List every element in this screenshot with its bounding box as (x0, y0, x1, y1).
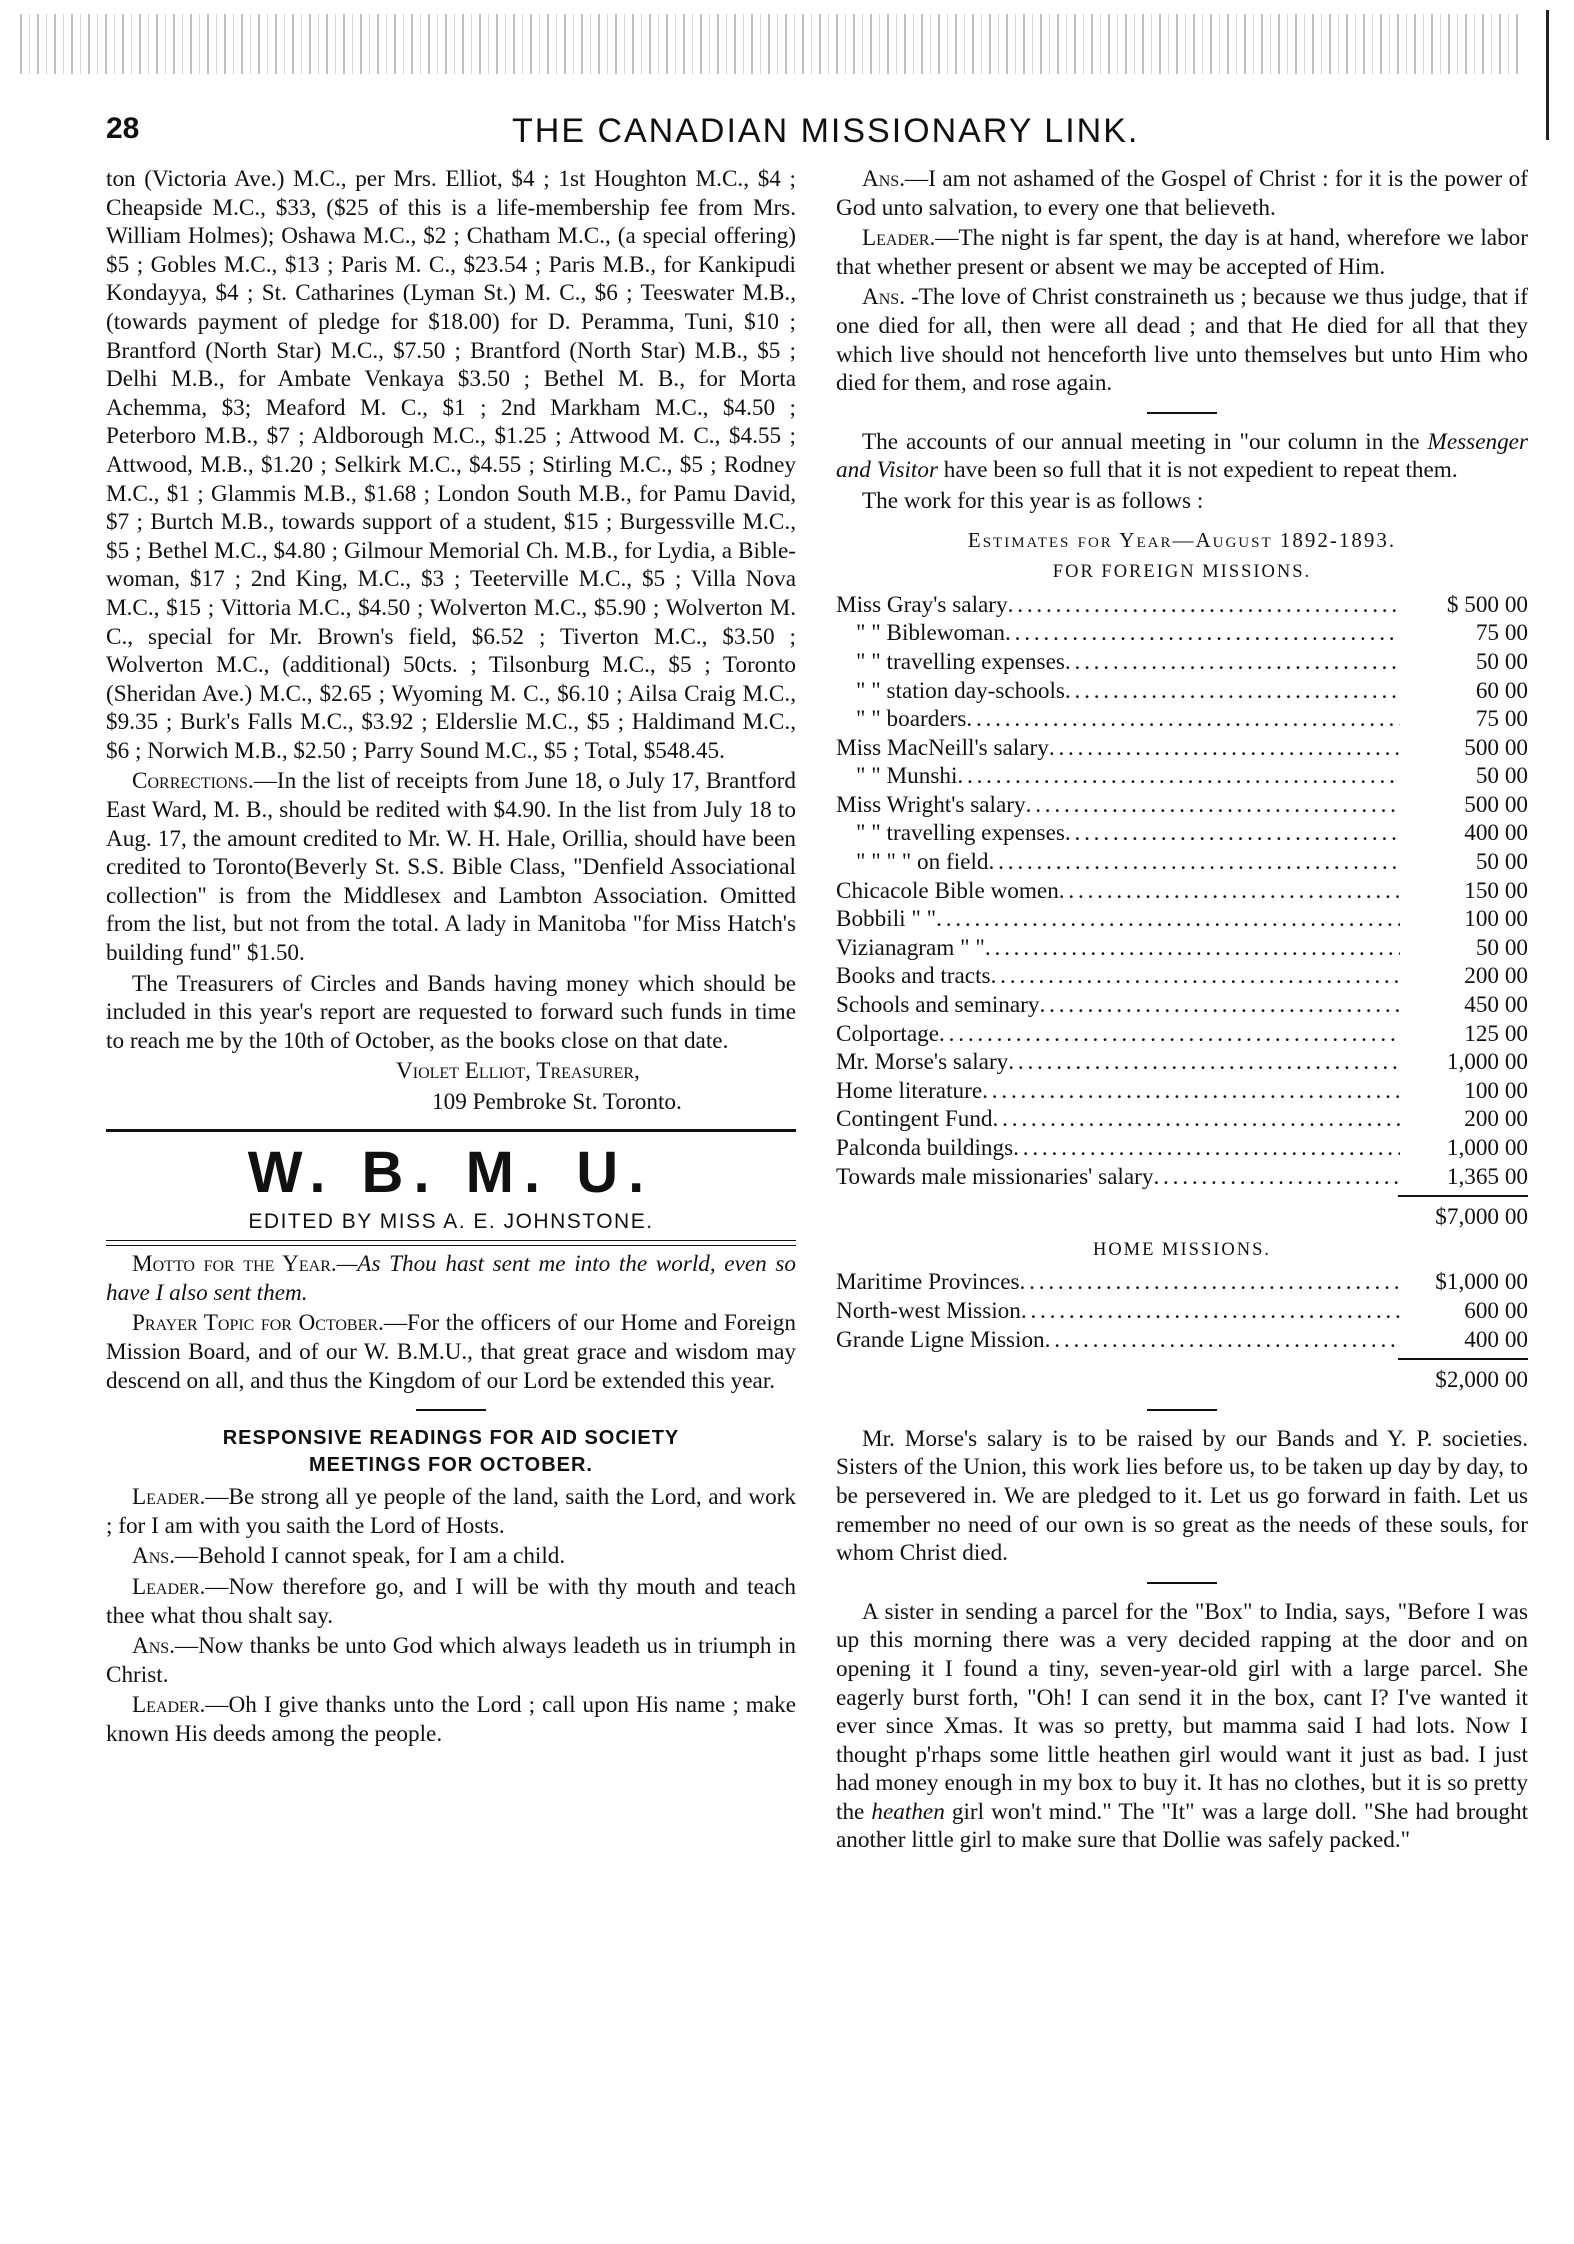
table-row (836, 1134, 1528, 1163)
row-label: " " " " on field (856, 849, 989, 876)
edited-by: EDITED BY MISS A. E. JOHNSTONE. (248, 1209, 654, 1233)
work-paragraph: The work for this year is as follows : (862, 487, 1204, 514)
treasurers-paragraph: The Treasurers of Circles and Bands having money which should be included in this year's report are requested to forward such funds in time to reach me by the 10th of October, as the books close on that date. (106, 970, 796, 1054)
home-total: $2,000 00 (1435, 1367, 1528, 1394)
row-amount: 450 00 (1464, 992, 1528, 1019)
sister-italic: heathen (871, 1798, 945, 1825)
reading-item (836, 165, 1528, 222)
short-divider (1147, 412, 1217, 414)
row-amount: 50 00 (1475, 934, 1528, 961)
row-amount: 200 00 (1464, 963, 1528, 990)
dot-leader (1013, 1134, 1400, 1163)
corrections-label: Corrections. (132, 768, 254, 795)
signature-name: Violet Elliot, Treasurer, (396, 1058, 640, 1085)
row-amount: 50 00 (1475, 648, 1528, 675)
short-divider (416, 1409, 486, 1411)
table-row (836, 591, 1528, 620)
dot-leader (993, 1105, 1400, 1134)
reading-item (106, 1542, 796, 1571)
accounts-italic: Messenger and Visitor (836, 428, 1528, 484)
row-label: Palconda buildings (836, 1135, 1014, 1161)
sum-rule (1398, 1195, 1528, 1197)
short-divider (1147, 1409, 1217, 1411)
page-number: 28 (106, 112, 140, 145)
row-amount: 50 00 (1475, 763, 1528, 790)
table-row (836, 991, 1528, 1020)
table-row (836, 1105, 1528, 1134)
row-amount: 500 00 (1464, 791, 1528, 818)
reading-item (106, 1691, 796, 1748)
home-table (836, 1268, 1528, 1354)
row-label: " " boarders (856, 706, 967, 733)
row-label: Towards male missionaries' salary (836, 1163, 1154, 1190)
row-label: Grande Ligne Mission (836, 1326, 1045, 1353)
reading-text: —I am not ashamed of the Gospel of Christ : for it is the power of God unto salvation, to every one that believeth. (836, 166, 1528, 221)
row-label: Home literature (836, 1077, 983, 1104)
dot-leader (1153, 1163, 1400, 1192)
dot-leader (1040, 991, 1400, 1020)
table-row (836, 848, 1528, 877)
home-heading: HOME MISSIONS. (1092, 1239, 1272, 1260)
section-divider (106, 1129, 796, 1132)
motto-text: —As Thou hast sent me into the world, even so have I also sent them. (106, 1251, 796, 1306)
row-amount: 600 00 (1464, 1297, 1528, 1324)
sum-rule (1398, 1358, 1528, 1360)
prayer-label: Prayer Topic for October. (132, 1310, 384, 1337)
row-amount: 50 00 (1475, 849, 1528, 876)
accounts-text-end: have been so full that it is not expedient to repeat them. (938, 457, 1458, 484)
reading-item (836, 283, 1528, 397)
table-row (836, 1268, 1528, 1297)
dot-leader (989, 848, 1400, 877)
row-label: Mr. Morse's salary (836, 1049, 1009, 1076)
section-title: W. B. M. U. (247, 1139, 655, 1205)
corrections-text: —In the list of receipts from June 18, o July 17, Brantford East Ward, M. B., should be redited with $4.90. In the list from July 18 to Aug. 17, the amount credited to Mr. W. H. Hale, Orillia, should have been credited to Toronto(Beverly St. S.S. Bible Class, "Denfield Associational collection" is from the Middlesex and Lambton Association. Omitted from the list, but not from the total. A lady in Manitoba "for Miss Hatch's building fund" $1.50. (106, 768, 796, 967)
divider-thin-2 (106, 1245, 796, 1246)
motto-paragraph (106, 1250, 796, 1307)
receipts-paragraph: ton (Victoria Ave.) M.C., per Mrs. Elliot, $4 ; 1st Houghton M.C., $4 ; Cheapside M.C., $33, ($25 of this is a life-membership fee from Mrs. William Holmes); Oshawa M.C., $2 ; Chatham M.C., (a special offering) $5 ; Gobles M.C., $13 ; Paris M. C., $23.54 ; Paris M.B., for Kankipudi Kondayya, $4 ; St. Catharines (Lyman St.) M. C., $6 ; Teeswater M.B., (towards payment of pledge for $18.00) for D. Peramma, Tuni, $10 ; Brantford (North Star) M.C., $7.50 ; Brantford (North Star) M.B., $5 ; Delhi M.B., for Ambate Venkaya $3.50 ; Bethel M. B., for Morta Achemma, $3; Meaford M. C., $1 ; 2nd Markham M.C., $4.50 ; Peterboro M.B., $7 ; Aldborough M.C., $1.25 ; Attwood M. C., $4.55 ; Attwood, M.B., $1.20 ; Selkirk M.C., $4.55 ; Stirling M.C., $5 ; Rodney M.C., $1 ; Glammis M.B., $1.68 ; London South M.B., for Pamu David, $7 ; Burtch M.B., towards support of a student, $15 ; Burgessville M.C., $5 ; Bethel M.C., $4.80 ; Gilmour Memorial Ch. M.B., for Lydia, a Bible-woman, $17 ; 2nd King, M.C., $3 ; Teeterville M.C., $5 ; Villa Nova M.C., $15 ; Vittoria M.C., $4.50 ; Wolverton M.C., $5.90 ; Wolverton M. C., special for Mr. Brown's field, $6.52 ; Tiverton M.C., $3.50 ; Wolverton M.C., (additional) 50cts. ; Tilsonburg M.C., $5 ; Toronto (Sheridan Ave.) M.C., $2.65 ; Wyoming M. C., $6.10 ; Ailsa Craig M.C., $9.35 ; Burk's Falls M.C., $3.92 ; Elderslie M.C., $5 ; Haldimand M.C., $6 ; Norwich M.B., $2.50 ; Parry Sound M.C., $5 ; Total, $548.45. (106, 166, 796, 764)
reading-text: —Now therefore go, and I will be with thy mouth and teach thee what thou shalt say. (106, 1573, 796, 1629)
dot-leader (957, 762, 1400, 791)
table-row (836, 1163, 1528, 1192)
dot-leader (1020, 1268, 1400, 1297)
reading-speaker: Ans. (132, 1633, 175, 1660)
reading-item (106, 1632, 796, 1689)
reading-speaker: Leader. (132, 1692, 206, 1719)
reading-speaker: Leader. (132, 1573, 206, 1600)
foreign-table (836, 591, 1528, 1191)
reading-item (106, 1573, 796, 1630)
row-label: Miss Gray's salary (836, 591, 1008, 618)
table-row (836, 1048, 1528, 1077)
table-row (836, 1326, 1528, 1355)
dot-leader (1065, 677, 1400, 706)
table-row (836, 648, 1528, 677)
scan-noise (20, 14, 1520, 74)
row-label: Contingent Fund (836, 1106, 993, 1133)
table-row (836, 934, 1528, 963)
table-row (836, 1020, 1528, 1049)
right-column (836, 165, 1528, 1857)
reading-speaker: Leader. (862, 225, 936, 252)
row-amount: 500 00 (1464, 734, 1528, 761)
row-label: Miss MacNeill's salary (836, 734, 1049, 761)
dot-leader (1065, 648, 1400, 677)
journal-title: THE CANADIAN MISSIONARY LINK. (512, 112, 1140, 150)
row-amount: 100 00 (1464, 906, 1528, 933)
accounts-paragraph (836, 428, 1528, 485)
table-row (836, 1077, 1528, 1106)
row-label: Schools and seminary (836, 992, 1040, 1019)
row-amount: $1,000 00 (1435, 1269, 1528, 1296)
reading-text: —Oh I give thanks unto the Lord ; call upon His name ; make known His deeds among the people. (106, 1692, 796, 1747)
row-amount: 75 00 (1475, 620, 1528, 647)
row-amount: 200 00 (1464, 1106, 1528, 1133)
short-divider (1147, 1582, 1217, 1584)
corrections-paragraph (106, 767, 796, 967)
reading-speaker: Ans. (862, 166, 905, 192)
table-row (836, 962, 1528, 991)
row-label: " " Biblewoman (856, 620, 1006, 647)
reading-item (836, 224, 1528, 281)
foreign-total: $7,000 00 (1435, 1204, 1528, 1231)
reading-text: —The night is far spent, the day is at hand, wherefore we labor that whether present or absent we may be accepted of Him. (836, 225, 1528, 280)
prayer-paragraph (106, 1309, 796, 1395)
sister-text-end: girl won't mind." The "It" was a large doll. "She had brought another little girl to make sure that Dollie was safely packed." (836, 1798, 1529, 1854)
table-row (836, 877, 1528, 906)
row-label: Colportage (836, 1020, 940, 1047)
dot-leader (1065, 819, 1400, 848)
accounts-text: The accounts of our annual meeting in "our column in the (862, 428, 1428, 455)
prayer-text: —For the officers of our Home and Foreign Mission Board, and of our W. B.M.U., that great grace and wisdom may descend on all, and thus the Kingdom of our Lord be extended this year. (106, 1310, 796, 1394)
table-row (836, 1297, 1528, 1326)
foreign-heading: FOR FOREIGN MISSIONS. (1052, 562, 1312, 583)
motto-label: Motto for the Year. (132, 1251, 337, 1278)
dot-leader (1008, 1048, 1400, 1077)
row-amount: $ 500 00 (1446, 591, 1528, 618)
row-label: Vizianagram " " (836, 934, 985, 961)
morse-paragraph: Mr. Morse's salary is to be raised by our Bands and Y. P. societies. Sisters of the Union, this work lies before us, to be taken up day by day, to be persevered in. We are pledged to it. Let us go forward in faith. Let us remember no need of our own is so great as the needs of these souls, for whom Christ died. (836, 1425, 1528, 1567)
sister-paragraph (836, 1598, 1528, 1855)
row-label: " " station day-schools (856, 677, 1065, 704)
reading-speaker: Ans. (862, 284, 905, 311)
dot-leader (1005, 619, 1400, 648)
row-label: Miss Wright's salary (836, 791, 1026, 818)
row-amount: 1,365 00 (1446, 1163, 1528, 1190)
reading-text: —Behold I cannot speak, for I am a child. (175, 1543, 566, 1570)
row-amount: 100 00 (1464, 1077, 1528, 1104)
row-amount: 125 00 (1464, 1020, 1528, 1047)
dot-leader (985, 934, 1400, 963)
dot-leader (1021, 1297, 1400, 1326)
row-amount: 75 00 (1475, 706, 1528, 733)
readings-heading-line-1: RESPONSIVE READINGS FOR AID SOCIETY (222, 1427, 680, 1450)
dot-leader (939, 1020, 1400, 1049)
divider-thin (106, 1240, 796, 1241)
sister-text: A sister in sending a parcel for the "Box" to India, says, "Before I was up this morning there was a very decided rapping at the door and on opening it I found a tiny, seven-year-old girl with a large parcel. She eagerly burst forth, "Oh! I can send it in the box, cant I? I've wanted it ever since Xmas. It was so pretty, but mamma said I had lots. Now I thought p'rhaps some little heathen girl would want it just as bad. I just had money enough in my box to buy it. It has no clothes, but it is so pretty the (836, 1598, 1528, 1825)
dot-leader (966, 705, 1400, 734)
signature-address: 109 Pembroke St. Toronto. (432, 1089, 682, 1115)
reading-speaker: Leader. (132, 1484, 206, 1511)
row-label: Maritime Provinces (836, 1269, 1020, 1296)
row-label: Bobbili " " (836, 906, 937, 933)
estimates-heading: Estimates for Year—August 1892-1893. (967, 527, 1397, 552)
row-label: Books and tracts (836, 963, 991, 990)
row-amount: 400 00 (1464, 1326, 1528, 1353)
reading-item (106, 1483, 796, 1540)
table-row (836, 905, 1528, 934)
row-label: Chicacole Bible women (836, 877, 1059, 904)
row-amount: 150 00 (1464, 877, 1528, 904)
dot-leader (1049, 734, 1400, 763)
row-label: " " Munshi (856, 763, 958, 790)
row-amount: 1,000 00 (1446, 1135, 1528, 1161)
left-column (106, 165, 796, 1751)
dot-leader (936, 905, 1400, 934)
page-header (106, 112, 1536, 160)
dot-leader (982, 1077, 1400, 1106)
readings-heading-line-2: MEETINGS FOR OCTOBER. (309, 1454, 593, 1477)
reading-text: —Now thanks be unto God which always leadeth us in triumph in Christ. (106, 1633, 796, 1688)
readings-heading (106, 1425, 796, 1479)
dot-leader (991, 962, 1400, 991)
row-amount: 60 00 (1475, 677, 1528, 704)
reading-speaker: Ans. (132, 1543, 175, 1570)
table-row (836, 734, 1528, 763)
reading-text: —Be strong all ye people of the land, saith the Lord, and work ; for I am with you saith the Lord of Hosts. (106, 1484, 796, 1539)
row-amount: 400 00 (1464, 820, 1528, 847)
dot-leader (1059, 877, 1400, 906)
table-row (836, 762, 1528, 791)
dot-leader (1026, 791, 1400, 820)
row-label: " " travelling expenses (856, 648, 1065, 675)
table-row (836, 619, 1528, 648)
dot-leader (1008, 591, 1400, 620)
row-label: " " travelling expenses (856, 820, 1065, 847)
reading-text: -The love of Christ constraineth us ; because we thus judge, that if one died for all, then were all dead ; and that He died for all that they which live should not henceforth live unto themselves but unto Him who died for them, and rose again. (836, 284, 1528, 397)
scan-edge-line (1546, 10, 1549, 140)
row-amount: 1,000 00 (1446, 1049, 1528, 1076)
table-row (836, 677, 1528, 706)
dot-leader (1045, 1326, 1400, 1355)
table-row (836, 705, 1528, 734)
table-row (836, 791, 1528, 820)
table-row (836, 819, 1528, 848)
row-label: North-west Mission (836, 1297, 1021, 1324)
